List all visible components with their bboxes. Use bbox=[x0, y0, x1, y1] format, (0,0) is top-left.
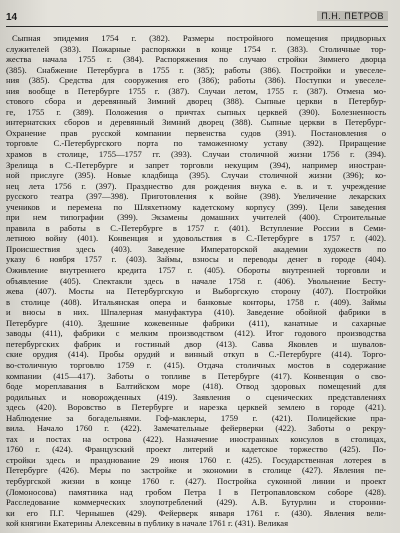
text-line: здесь (420). Воровство в Петербурге и нарезка церквей землею в городе (421). bbox=[6, 402, 386, 413]
text-line: интернатских сборов и деревянный Зимний дворец (388). Сыпные церкви в Петербург- bbox=[6, 117, 386, 128]
text-line: Петербурге (426). Меры по застройке и экономии в столице (427). Явления пе- bbox=[6, 465, 386, 476]
text-line: Петербурге (410). Здешние кожевенные фабрики (411), канатные и сахарные bbox=[6, 317, 386, 328]
text-line: заводы (411), фабрики с мелким производством (412). Итог годового производства bbox=[6, 328, 386, 339]
text-line: ге, 1755 г. (389). Положения о причтах сыпных церквей (390). Болезненность bbox=[6, 106, 386, 117]
page-header bbox=[6, 12, 388, 27]
text-line: Оживление внутреннего кредита 1757 г. (405). Обороты внутренней торговли и bbox=[6, 265, 386, 276]
text-line: (385). Снабжение Петербурга в 1755 г. (385); работы (386). Постройки и увеселе- bbox=[6, 64, 386, 75]
text-line: тербургской жизни в конце 1760 г. (427). Постройка суконной линии и проект bbox=[6, 475, 386, 486]
text-line: при нем типографии (399). Экзамены домашних учителей (400). Строительные bbox=[6, 212, 386, 223]
text-line: ния вообще в Петербурге 1755 г. (387). Случаи летом, 1755 г. (387). Отмена мо- bbox=[6, 85, 386, 96]
text-line: во-столичную торговлю 1759 г. (415). Отдача столичных мостов в содержание bbox=[6, 359, 386, 370]
text-line: родильных и новорожденных (419). Заявления о сценических представлениях bbox=[6, 391, 386, 402]
table-of-contents-text bbox=[6, 33, 386, 529]
text-line: жества начала 1755 г. (384). Распоряжения по случаю стройки Зимнего дворца bbox=[6, 54, 386, 65]
text-line: торговле С.-Петербургского порта по таможенному уставу (392). Приращение bbox=[6, 138, 386, 149]
text-line: (Ломоносова) памятника над гробом Петра I в Петропавловском соборе (428). bbox=[6, 486, 386, 497]
text-line: правила в работы в С.-Петербурге в 1757 г. (401). Вступление России в Семи- bbox=[6, 222, 386, 233]
text-line: бодe мореплавания в Балтийском море (418). Отвод здоровых помещений для bbox=[6, 381, 386, 392]
text-line: Сыпная эпидемия 1754 г. (382). Размеры постройного помещения придворных bbox=[12, 33, 386, 43]
text-line: служителей (383). Пожарные распоряжки в конце 1754 г. (383). Столичные тор- bbox=[6, 43, 386, 54]
text-line: русского театра (397—398). Приготовления к войне (398). Увеличение лекарских bbox=[6, 191, 386, 202]
page-number: 14 bbox=[6, 12, 18, 23]
text-line: Расследование коммерческих злоупотреблений (429). А.В. Бутурлин и сторонни- bbox=[6, 497, 386, 508]
text-line: компании (415—417). Заботы о топливе в Петербурге (417). Конвенция о сво- bbox=[6, 370, 386, 381]
text-line: храмов в столице, 1755—1757 гг. (393). Случаи столичной жизни 1756 г. (394). bbox=[6, 149, 386, 160]
text-line: вила. Начало 1760 г. (422). Замечательные фейерверки (422). Заботы о рекру- bbox=[6, 423, 386, 434]
text-line: Происшествия здесь (403). Заведение Императорской академии художеств по bbox=[6, 243, 386, 254]
text-line: учеников и перемена по Шляхетному кадетскому корпусу (399). Цели заведения bbox=[6, 201, 386, 212]
text-line: Наблюдение за богадельнями. Гоф-маклеры, 1759 г. (421). Полицейские пра- bbox=[6, 412, 386, 423]
text-line: жева (407). Мосты на Петербургскую и Выборгскую сторону (407). Постройки bbox=[6, 286, 386, 297]
text-line: стройки здесь и празднование 29 июня 1760 г. (425). Государственная лотерея в bbox=[6, 454, 386, 465]
running-head: П.Н. ПЕТРОВ bbox=[317, 11, 388, 21]
text-line: летнюю войну (401). Конвенция и удовольствия в С.-Петербурге в 1757 г. (402). bbox=[6, 233, 386, 244]
text-line: Охранение прав русской компании первенства судов (391). Постановления о bbox=[6, 127, 386, 138]
text-line: кой княгини Екатерины Алексевны в публику в начале 1761 г. (431). Великая bbox=[6, 518, 289, 529]
text-line: тах и постах на острова (422). Назначение иностранных консулов в столицах, bbox=[6, 433, 386, 444]
text-line: ские орудия (414). Пробы орудий и винный откуп в С.-Петербурге (414). Торго- bbox=[6, 349, 386, 360]
text-line: стового сбора и деревянный Зимний дворец (388). Сыпные церкви в Петербур- bbox=[6, 96, 386, 107]
text-line: ки его П.Г. Чернышев (429). Фейерверк января 1761 г. (430). Явления вели- bbox=[6, 507, 386, 518]
text-line: и вносы в них. Шпалерная мануфактура (410). Заведение обойной фабрики в bbox=[6, 307, 386, 318]
text-line: 1760 г. (424). Французский проект литерий и кадетское торжество (425). По- bbox=[6, 444, 386, 455]
text-line: в столице (408). Итальянская опера и банковые конторы, 1758 г. (409). Займы bbox=[6, 296, 386, 307]
text-line: объявление (405). Спектакли здесь в начале 1758 г. (406). Увольнение Бесту- bbox=[6, 275, 386, 286]
text-line: ния (385). Средства для сооружения его (386); работы (386). Поступки и увеселе- bbox=[6, 75, 386, 86]
text-line: нец лета 1756 г. (397). Празднество для рождения внука е. в. и т. учреждение bbox=[6, 180, 386, 191]
text-line: Зрелища в С.-Петербурге и запрет торговли некущим (394), например иностран- bbox=[6, 159, 386, 170]
text-line: указу 6 ноября 1757 г. (403). Займы, взносы и переводы денег в городе (404). bbox=[6, 254, 386, 265]
text-line: ной прислуге (395). Новые кладбища (395). Случаи столичной жизни (396); ко- bbox=[6, 170, 386, 181]
text-line: петербургских фабрик и гостиный двор (413). Савва Яковлев и шувалов- bbox=[6, 338, 386, 349]
